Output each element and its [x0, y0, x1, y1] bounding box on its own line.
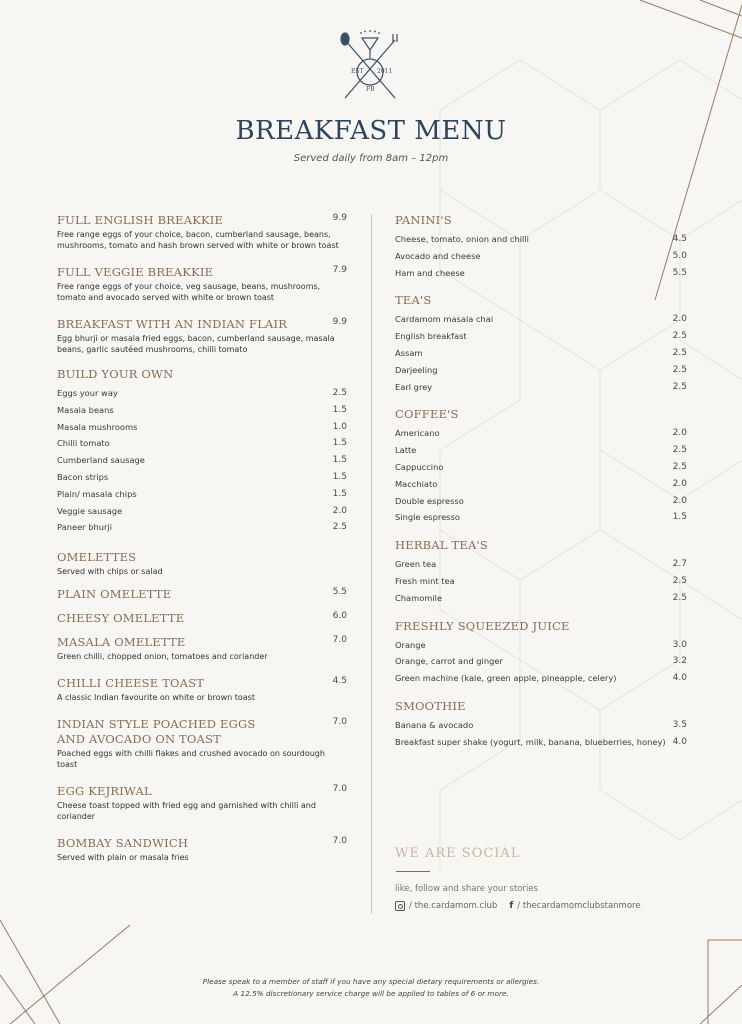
section-title: COFFEE'S [395, 407, 459, 422]
social-underline [396, 871, 430, 872]
menu-item-egg-kejriwal [57, 784, 347, 822]
left-column [57, 213, 347, 863]
list-item [395, 231, 687, 248]
column-divider [371, 214, 372, 914]
item-price: 3.0 [672, 639, 687, 650]
service-charge-note: A 12.5% discretionary service charge will be applied to tables of 6 or more. [233, 988, 509, 998]
item-name: Fresh mint tea [395, 575, 455, 586]
list-item [395, 442, 687, 459]
item-name: Cheese, tomato, onion and chilli [395, 234, 529, 244]
item-name: MASALA OMELETTE [57, 635, 186, 650]
item-description: Served with plain or masala fries [57, 853, 189, 863]
item-price: 3.5 [672, 719, 687, 730]
item-price: 4.0 [672, 736, 687, 747]
list-item [395, 328, 687, 345]
item-price: 2.5 [672, 364, 687, 375]
item-price: 2.5 [332, 522, 347, 533]
allergy-note: Please speak to a member of staff if you have any special dietary requirements or allergies. [202, 977, 540, 986]
item-name: CHEESY OMELETTE [57, 611, 185, 626]
list-item [57, 503, 347, 520]
item-price: 7.0 [332, 635, 347, 646]
item-description: Free range eggs of your choice, veg sausage, beans, mushrooms, tomato and avocado served with white or brown toast [57, 282, 321, 302]
item-name: Americano [395, 428, 440, 439]
list-item [395, 425, 687, 442]
item-name: Veggie sausage [57, 505, 123, 516]
item-price: 2.5 [672, 575, 687, 586]
section-title: HERBAL TEA'S [395, 538, 488, 553]
section-paninis [395, 213, 687, 281]
item-price: 5.0 [672, 250, 687, 261]
list-item [395, 653, 687, 670]
item-price: 1.5 [672, 512, 687, 523]
item-name: Cardamom masala chai [395, 314, 494, 325]
menu-item-masala-omelette [57, 635, 347, 662]
item-price: 2.5 [672, 381, 687, 392]
list-item [57, 469, 347, 486]
menu-subtitle: Served daily from 8am – 12pm [293, 153, 449, 164]
menu-item-indian-flair [57, 317, 347, 355]
item-price: 5.5 [332, 587, 347, 598]
item-description: A classic Indian favourite on white or brown toast [57, 693, 255, 703]
instagram-icon [395, 901, 405, 911]
item-name: Assam [395, 347, 423, 358]
item-name: Masala beans [57, 404, 114, 415]
section-title: BUILD YOUR OWN [57, 367, 174, 381]
item-price: 1.5 [332, 404, 347, 415]
item-name: Double espresso [395, 495, 464, 506]
item-description: Free range eggs of your choice, bacon, cumberland sausage, beans, mushrooms, tomato and hash brown served with white or brown toast [57, 230, 339, 250]
logo-year: 2011 [377, 68, 393, 75]
section-title: OMELETTES [57, 550, 137, 565]
section-omelettes [57, 550, 347, 577]
list-item [57, 402, 347, 419]
item-name: Breakfast super shake (yogurt, milk, banana, blueberries, honey) [395, 736, 666, 747]
item-price: 4.5 [332, 676, 347, 687]
item-name: Banana & avocado [395, 719, 474, 730]
section-teas [395, 293, 687, 395]
item-name: FULL ENGLISH BREAKKIE [57, 213, 224, 227]
item-name: Cappuccino [395, 461, 444, 472]
item-price: 2.0 [672, 314, 687, 325]
list-item [57, 452, 347, 469]
section-title: TEA'S [395, 293, 432, 308]
item-price: 7.0 [332, 836, 347, 847]
item-price: 2.0 [672, 495, 687, 506]
item-price: 7.0 [332, 717, 347, 728]
list-item [395, 379, 687, 396]
list-item [395, 459, 687, 476]
item-price: 7.0 [332, 784, 347, 795]
item-price: 1.0 [332, 421, 347, 432]
item-name: Darjeeling [395, 364, 438, 375]
item-price: 4.0 [672, 673, 687, 684]
menu-item-bombay-sandwich [57, 836, 347, 863]
item-price: 1.5 [332, 438, 347, 449]
list-item [57, 519, 347, 536]
menu-item-poached-eggs [57, 717, 347, 770]
list-item [57, 419, 347, 436]
item-price: 9.9 [332, 317, 347, 327]
item-name: Masala mushrooms [57, 421, 138, 432]
list-item [395, 717, 687, 734]
item-name: EGG KEJRIWAL [57, 784, 152, 799]
item-name: Ham and cheese [395, 267, 465, 278]
item-price: 2.0 [672, 478, 687, 489]
list-item [395, 556, 687, 573]
item-name: Chilli tomato [57, 438, 110, 449]
section-coffees [395, 407, 687, 526]
item-price: 2.0 [672, 428, 687, 439]
menu-item-cheesy-omelette [57, 611, 347, 626]
item-price: 2.7 [672, 559, 687, 570]
item-name: Plain/ masala chips [57, 488, 137, 499]
list-item [57, 486, 347, 503]
item-name: Bacon strips [57, 471, 109, 482]
item-name: Earl grey [395, 381, 433, 392]
item-price: 4.5 [672, 234, 687, 244]
list-item [395, 573, 687, 590]
list-item [395, 493, 687, 510]
list-item [395, 248, 687, 265]
facebook-icon: f [509, 901, 514, 911]
menu-item-chilli-cheese-toast [57, 676, 347, 703]
item-name: CHILLI CHEESE TOAST [57, 676, 205, 691]
menu-item-full-english [57, 213, 347, 251]
item-price: 9.9 [332, 213, 347, 223]
list-item [395, 734, 687, 751]
menu-item-plain-omelette [57, 587, 347, 602]
menu-item-full-veggie [57, 265, 347, 303]
item-name: Avocado and cheese [395, 250, 481, 261]
social-links [395, 901, 641, 911]
section-juice [395, 619, 687, 687]
section-build-your-own [57, 367, 347, 536]
list-item [395, 509, 687, 526]
section-smoothie [395, 699, 687, 751]
section-description: Served with chips or salad [57, 567, 163, 577]
facebook-handle[interactable]: / thecardamomclubstanmore [517, 901, 641, 911]
item-name: Macchiato [395, 478, 438, 489]
item-name: English breakfast [395, 331, 467, 342]
social-tagline: like, follow and share your stories [395, 884, 538, 894]
item-price: 5.5 [672, 267, 687, 278]
section-title: SMOOTHIE [395, 698, 466, 713]
item-price: 7.9 [332, 265, 347, 275]
list-item [395, 670, 687, 687]
item-name: INDIAN STYLE POACHED EGGS AND AVOCADO ON TOAST [57, 717, 256, 747]
item-price: 1.5 [332, 471, 347, 482]
list-item [57, 435, 347, 452]
item-name: Cumberland sausage [57, 455, 145, 466]
item-name: Green tea [395, 559, 437, 570]
right-column [395, 213, 687, 761]
item-price: 2.5 [672, 592, 687, 603]
club-logo [335, 28, 405, 102]
item-price: 6.0 [332, 611, 347, 622]
list-item [395, 476, 687, 493]
item-name: BREAKFAST WITH AN INDIAN FLAIR [57, 317, 288, 331]
list-item [395, 590, 687, 607]
list-item [395, 362, 687, 379]
item-name: BOMBAY SANDWICH [57, 836, 189, 851]
section-herbal-teas [395, 538, 687, 606]
item-description: Cheese toast topped with fried egg and garnished with chilli and coriander [57, 801, 316, 822]
item-price: 2.5 [672, 331, 687, 342]
list-item [395, 265, 687, 282]
item-price: 2.5 [672, 445, 687, 456]
list-item [395, 311, 687, 328]
logo-initials: FB [366, 86, 375, 93]
social-heading: WE ARE SOCIAL [395, 846, 521, 861]
item-name: Chamomile [395, 592, 443, 603]
item-price: 1.5 [332, 488, 347, 499]
item-name: Green machine (kale, green apple, pineapple, celery) [395, 673, 617, 684]
item-name: Latte [395, 445, 417, 456]
list-item [395, 637, 687, 654]
menu-title: BREAKFAST MENU [235, 116, 507, 146]
footer-notes [0, 976, 742, 999]
item-name: Paneer bhurji [57, 522, 113, 533]
item-name: Orange, carrot and ginger [395, 656, 503, 667]
item-price: 2.5 [672, 347, 687, 358]
item-name: Orange [395, 639, 426, 650]
item-price: 3.2 [672, 656, 687, 667]
logo-est: EST [351, 68, 364, 75]
section-title: PANINI'S [395, 213, 452, 227]
list-item [395, 345, 687, 362]
list-item [57, 385, 347, 402]
item-name: Eggs your way [57, 388, 118, 398]
item-price: 1.5 [332, 455, 347, 466]
item-price: 2.0 [332, 505, 347, 516]
section-title: FRESHLY SQUEEZED JUICE [395, 618, 570, 633]
item-price: 2.5 [332, 388, 347, 398]
instagram-handle[interactable]: / the.cardamom.club [409, 901, 498, 911]
item-name: PLAIN OMELETTE [57, 587, 172, 602]
item-description: Green chilli, chopped onion, tomatoes and coriander [57, 652, 268, 662]
item-name: FULL VEGGIE BREAKKIE [57, 265, 214, 279]
item-description: Poached eggs with chilli flakes and crushed avocado on sourdough toast [57, 749, 325, 770]
item-description: Egg bhurji or masala fried eggs, bacon, cumberland sausage, masala beans, garlic sautéed mushrooms, chilli tomato [57, 334, 335, 354]
item-price: 2.5 [672, 461, 687, 472]
item-name: Single espresso [395, 512, 460, 523]
